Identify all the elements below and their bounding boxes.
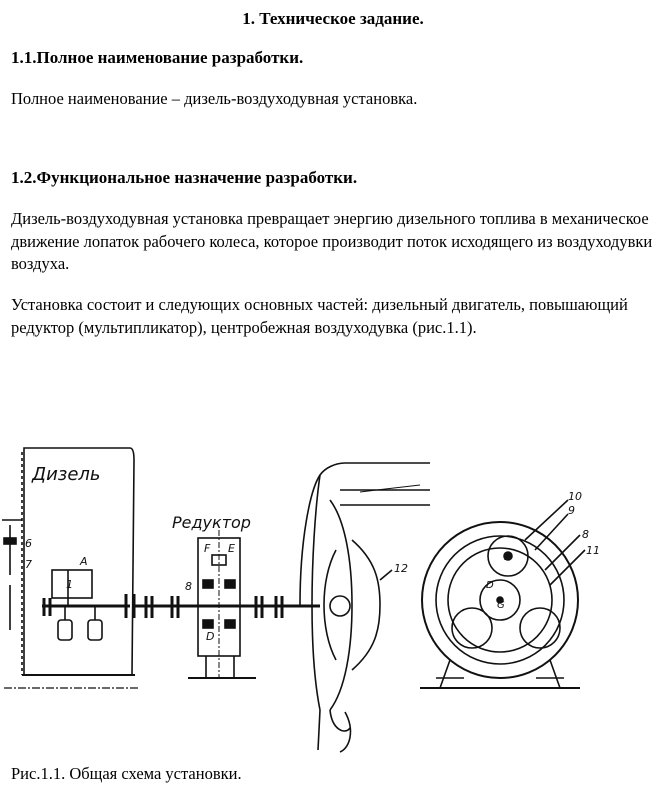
- section-paragraph-1: Дизель-воздуходувная установка превращает энергию дизельного топлива в механическое движение лопаток рабочего колеса, которое производит поток исходящего из воздуходувки воздуха.: [11, 209, 653, 273]
- label-F: F: [204, 542, 211, 555]
- section-heading-1-1: 1.1.Полное наименование разработки.: [11, 48, 304, 67]
- label-rotor-D: D: [486, 580, 494, 591]
- label-9: 9: [568, 504, 575, 517]
- label-8-reducer: 8: [185, 580, 192, 593]
- section-paragraph-2: Установка состоит и следующих основных частей: дизельный двигатель, повышающий редуктор (мультипликатор), центробежная воздуходувка (рис.1.1).: [11, 295, 628, 337]
- label-E: E: [228, 542, 235, 555]
- label-A: А: [80, 555, 88, 568]
- label-12: 12: [394, 562, 408, 575]
- label-D: D: [206, 630, 215, 643]
- label-1: 1: [66, 578, 73, 591]
- document-title: 1. Техническое задание.: [242, 9, 424, 28]
- label-7: 7: [25, 558, 32, 571]
- label-6: 6: [25, 537, 32, 550]
- installation-diagram: [0, 430, 666, 760]
- label-diesel: Дизель: [32, 464, 101, 485]
- label-11: 11: [586, 544, 600, 557]
- reducer: [188, 530, 256, 678]
- label-8-front: 8: [582, 528, 589, 541]
- figure-caption: Рис.1.1. Общая схема установки.: [11, 764, 242, 783]
- label-reducer: Редуктор: [172, 513, 251, 532]
- label-rotor-E: E: [504, 552, 511, 563]
- section-heading-1-2: 1.2.Функциональное назначение разработки.: [11, 168, 358, 187]
- label-rotor-G: G: [497, 600, 505, 611]
- section-text-1-1: Полное наименование – дизель-воздуходувная установка.: [11, 89, 418, 108]
- label-10: 10: [568, 490, 582, 503]
- blower-front-view: [420, 500, 585, 688]
